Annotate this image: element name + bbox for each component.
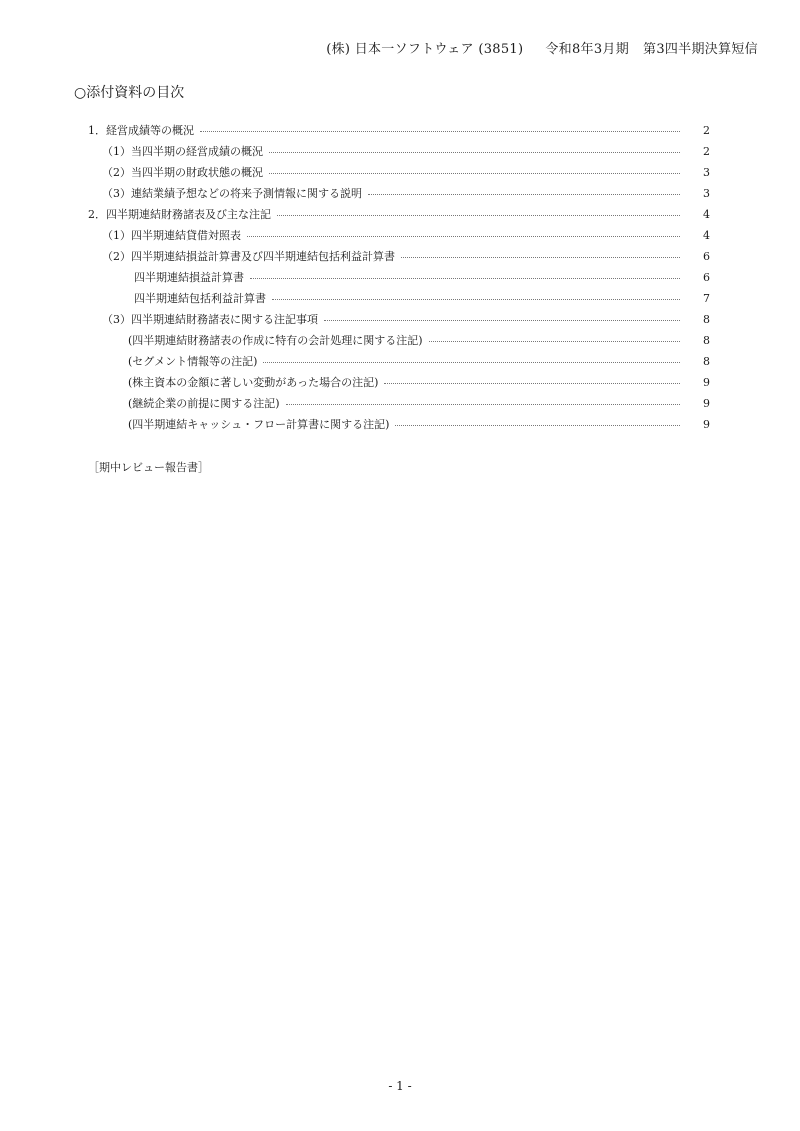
toc-entry-label: （2）四半期連結損益計算書及び四半期連結包括利益計算書 bbox=[102, 250, 395, 263]
toc-entry-page: 4 bbox=[703, 229, 710, 242]
toc-entry-page: 7 bbox=[703, 292, 710, 305]
toc-entry-label: 1．経営成績等の概況 bbox=[88, 124, 194, 137]
leader-dots bbox=[277, 214, 680, 216]
toc-entry-label: 四半期連結包括利益計算書 bbox=[134, 292, 266, 305]
toc-entry-page: 9 bbox=[703, 397, 710, 410]
toc-entry-page: 6 bbox=[703, 271, 710, 284]
toc-entry-page: 2 bbox=[703, 145, 710, 158]
fiscal-period: 令和8年3月期 bbox=[545, 42, 630, 57]
leader-dots bbox=[324, 319, 680, 321]
leader-dots bbox=[269, 172, 680, 174]
toc-entry-page: 8 bbox=[703, 334, 710, 347]
toc-entry-label: (四半期連結財務諸表の作成に特有の会計処理に関する注記) bbox=[128, 334, 423, 347]
toc-entry-page: 9 bbox=[703, 376, 710, 389]
toc-entry bbox=[102, 248, 710, 264]
toc-entry-page: 8 bbox=[703, 313, 710, 326]
toc-entry bbox=[128, 332, 710, 348]
toc-entry-page: 6 bbox=[703, 250, 710, 263]
toc-entry bbox=[128, 395, 710, 411]
page-number: - 1 - bbox=[388, 1079, 412, 1093]
toc-entry-label: 2．四半期連結財務諸表及び主な注記 bbox=[88, 208, 271, 221]
leader-dots bbox=[368, 193, 680, 195]
toc-entry bbox=[102, 227, 710, 243]
toc-entry bbox=[134, 290, 710, 306]
page-header bbox=[326, 38, 758, 57]
review-report-note: ［期中レビュー報告書］ bbox=[88, 461, 209, 474]
toc-entry-label: （2）当四半期の財政状態の概況 bbox=[102, 166, 263, 179]
toc-entry bbox=[128, 353, 710, 369]
toc-heading: ○添付資料の目次 bbox=[74, 85, 185, 101]
toc-entry bbox=[88, 206, 710, 222]
leader-dots bbox=[429, 340, 680, 342]
toc-entry bbox=[134, 269, 710, 285]
leader-dots bbox=[384, 382, 680, 384]
toc-entry-label: (株主資本の金額に著しい変動があった場合の注記) bbox=[128, 376, 379, 389]
toc-entry-page: 3 bbox=[703, 166, 710, 179]
leader-dots bbox=[286, 403, 680, 405]
toc-entry bbox=[102, 143, 710, 159]
toc-entry-label: （3）連結業績予想などの将来予測情報に関する説明 bbox=[102, 187, 362, 200]
leader-dots bbox=[395, 424, 680, 426]
leader-dots bbox=[269, 151, 680, 153]
leader-dots bbox=[401, 256, 680, 258]
toc-entry bbox=[102, 185, 710, 201]
leader-dots bbox=[200, 130, 680, 132]
toc-entry-label: （1）当四半期の経営成績の概況 bbox=[102, 145, 263, 158]
toc-entry-page: 8 bbox=[703, 355, 710, 368]
toc-entry bbox=[128, 374, 710, 390]
toc-entry bbox=[88, 122, 710, 138]
toc-entry bbox=[128, 416, 710, 432]
toc-entry-label: （1）四半期連結貸借対照表 bbox=[102, 229, 241, 242]
toc-entry-page: 9 bbox=[703, 418, 710, 431]
toc-entry-label: (セグメント情報等の注記) bbox=[128, 355, 258, 368]
leader-dots bbox=[263, 361, 680, 363]
toc-entry-label: （3）四半期連結財務諸表に関する注記事項 bbox=[102, 313, 318, 326]
company-name: (株) 日本一ソフトウェア (3851) bbox=[326, 42, 524, 57]
toc-entry-label: 四半期連結損益計算書 bbox=[134, 271, 244, 284]
toc-entry bbox=[102, 311, 710, 327]
leader-dots bbox=[272, 298, 680, 300]
toc-entry-page: 3 bbox=[703, 187, 710, 200]
leader-dots bbox=[247, 235, 680, 237]
leader-dots bbox=[250, 277, 680, 279]
toc-entry bbox=[102, 164, 710, 180]
toc-entry-label: (継続企業の前提に関する注記) bbox=[128, 397, 280, 410]
toc-entry-page: 4 bbox=[703, 208, 710, 221]
toc-entry-page: 2 bbox=[703, 124, 710, 137]
toc-entry-label: (四半期連結キャッシュ・フロー計算書に関する注記) bbox=[128, 418, 390, 431]
report-type: 第3四半期決算短信 bbox=[643, 42, 758, 57]
